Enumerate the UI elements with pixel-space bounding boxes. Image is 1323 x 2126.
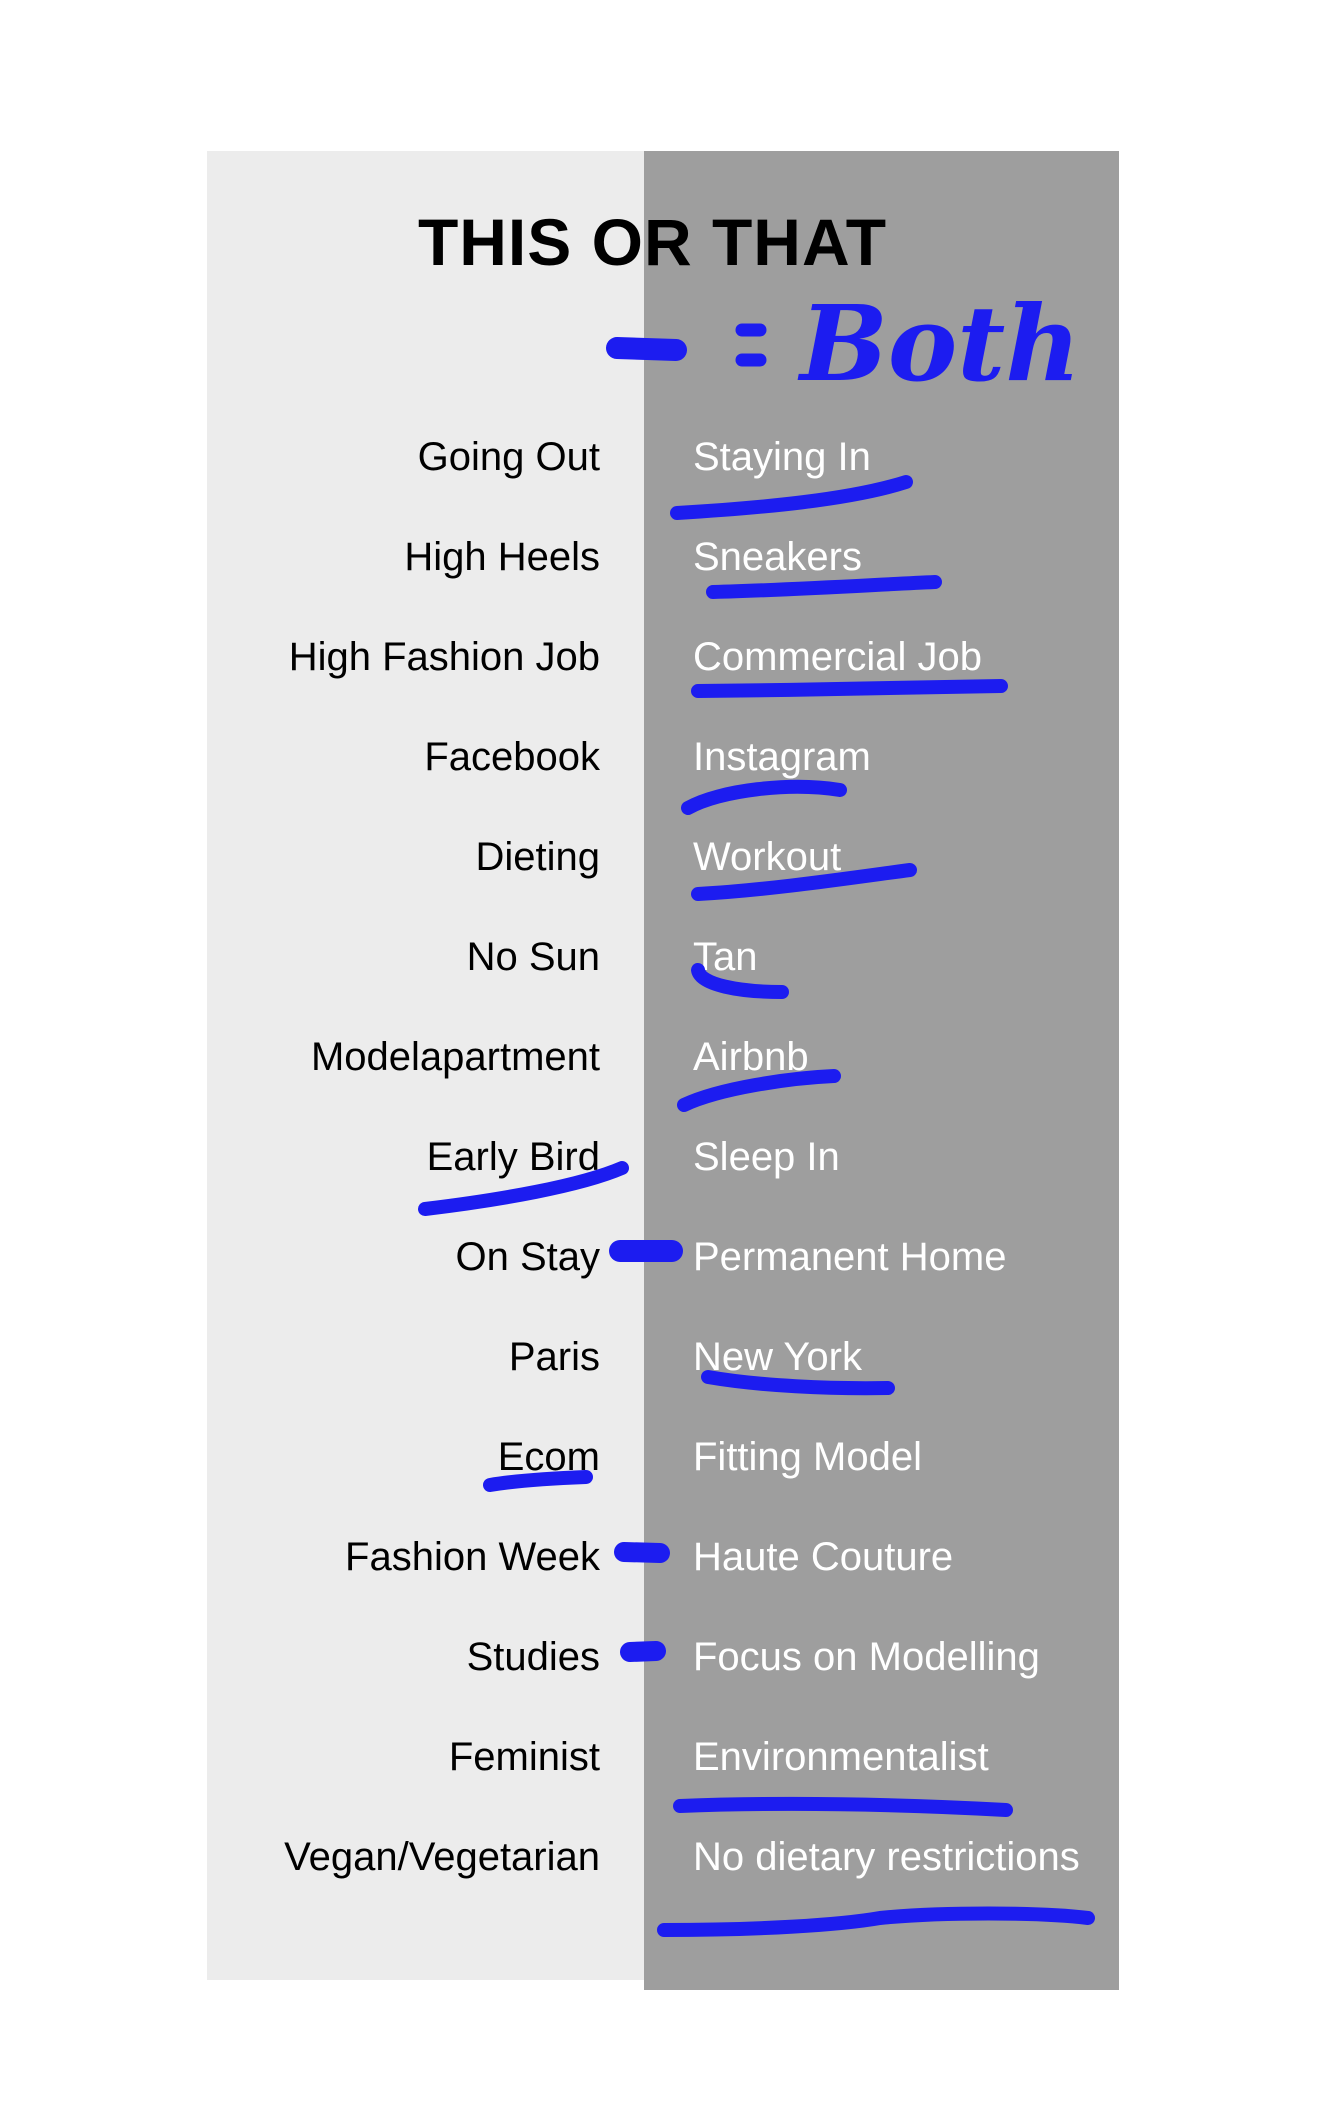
this-option: Studies	[466, 1635, 600, 1679]
that-option: Instagram	[693, 735, 871, 779]
that-option: Sneakers	[693, 535, 862, 579]
pair-row	[207, 1327, 1119, 1387]
that-option: Staying In	[693, 435, 871, 479]
that-option: Permanent Home	[693, 1235, 1007, 1279]
this-option: Facebook	[424, 735, 600, 779]
that-option: Haute Couture	[693, 1535, 954, 1579]
this-option: High Heels	[404, 535, 600, 579]
pair-row	[207, 827, 1119, 887]
pair-row	[207, 1827, 1119, 1887]
that-option: Airbnb	[693, 1035, 809, 1079]
this-option: No Sun	[466, 935, 600, 979]
that-option: Commercial Job	[693, 635, 982, 679]
pair-row	[207, 1127, 1119, 1187]
this-option: Fashion Week	[345, 1535, 600, 1579]
pair-row	[207, 1627, 1119, 1687]
pair-row	[207, 627, 1119, 687]
page-title: THIS OR THAT	[417, 205, 888, 279]
pair-row	[207, 727, 1119, 787]
pair-row	[207, 527, 1119, 587]
that-option: Tan	[693, 935, 758, 979]
this-option: Paris	[508, 1335, 600, 1379]
this-option: High Fashion Job	[288, 635, 600, 679]
this-option: Going Out	[417, 435, 600, 479]
that-option: Workout	[693, 835, 842, 879]
this-option: Ecom	[497, 1435, 600, 1479]
this-option: Modelapartment	[310, 1035, 600, 1079]
pair-row	[207, 1027, 1119, 1087]
that-option: Sleep In	[693, 1135, 840, 1179]
pair-row	[207, 1527, 1119, 1587]
legend-both-text: Both	[800, 282, 1081, 405]
this-option: Vegan/Vegetarian	[284, 1835, 600, 1879]
this-option: Early Bird	[426, 1135, 600, 1179]
that-option: Focus on Modelling	[693, 1635, 1040, 1679]
that-option: New York	[693, 1335, 862, 1379]
that-option: No dietary restrictions	[693, 1835, 1080, 1879]
this-option: Feminist	[448, 1735, 600, 1779]
that-option: Fitting Model	[693, 1435, 922, 1479]
that-option: Environmentalist	[693, 1735, 989, 1779]
pair-row	[207, 1727, 1119, 1787]
pair-row	[207, 427, 1119, 487]
this-option: Dieting	[475, 835, 600, 879]
pair-row	[207, 927, 1119, 987]
pair-row	[207, 1227, 1119, 1287]
this-option: On Stay	[455, 1235, 600, 1279]
this-or-that-card	[207, 151, 1119, 1990]
pair-row	[207, 1427, 1119, 1487]
